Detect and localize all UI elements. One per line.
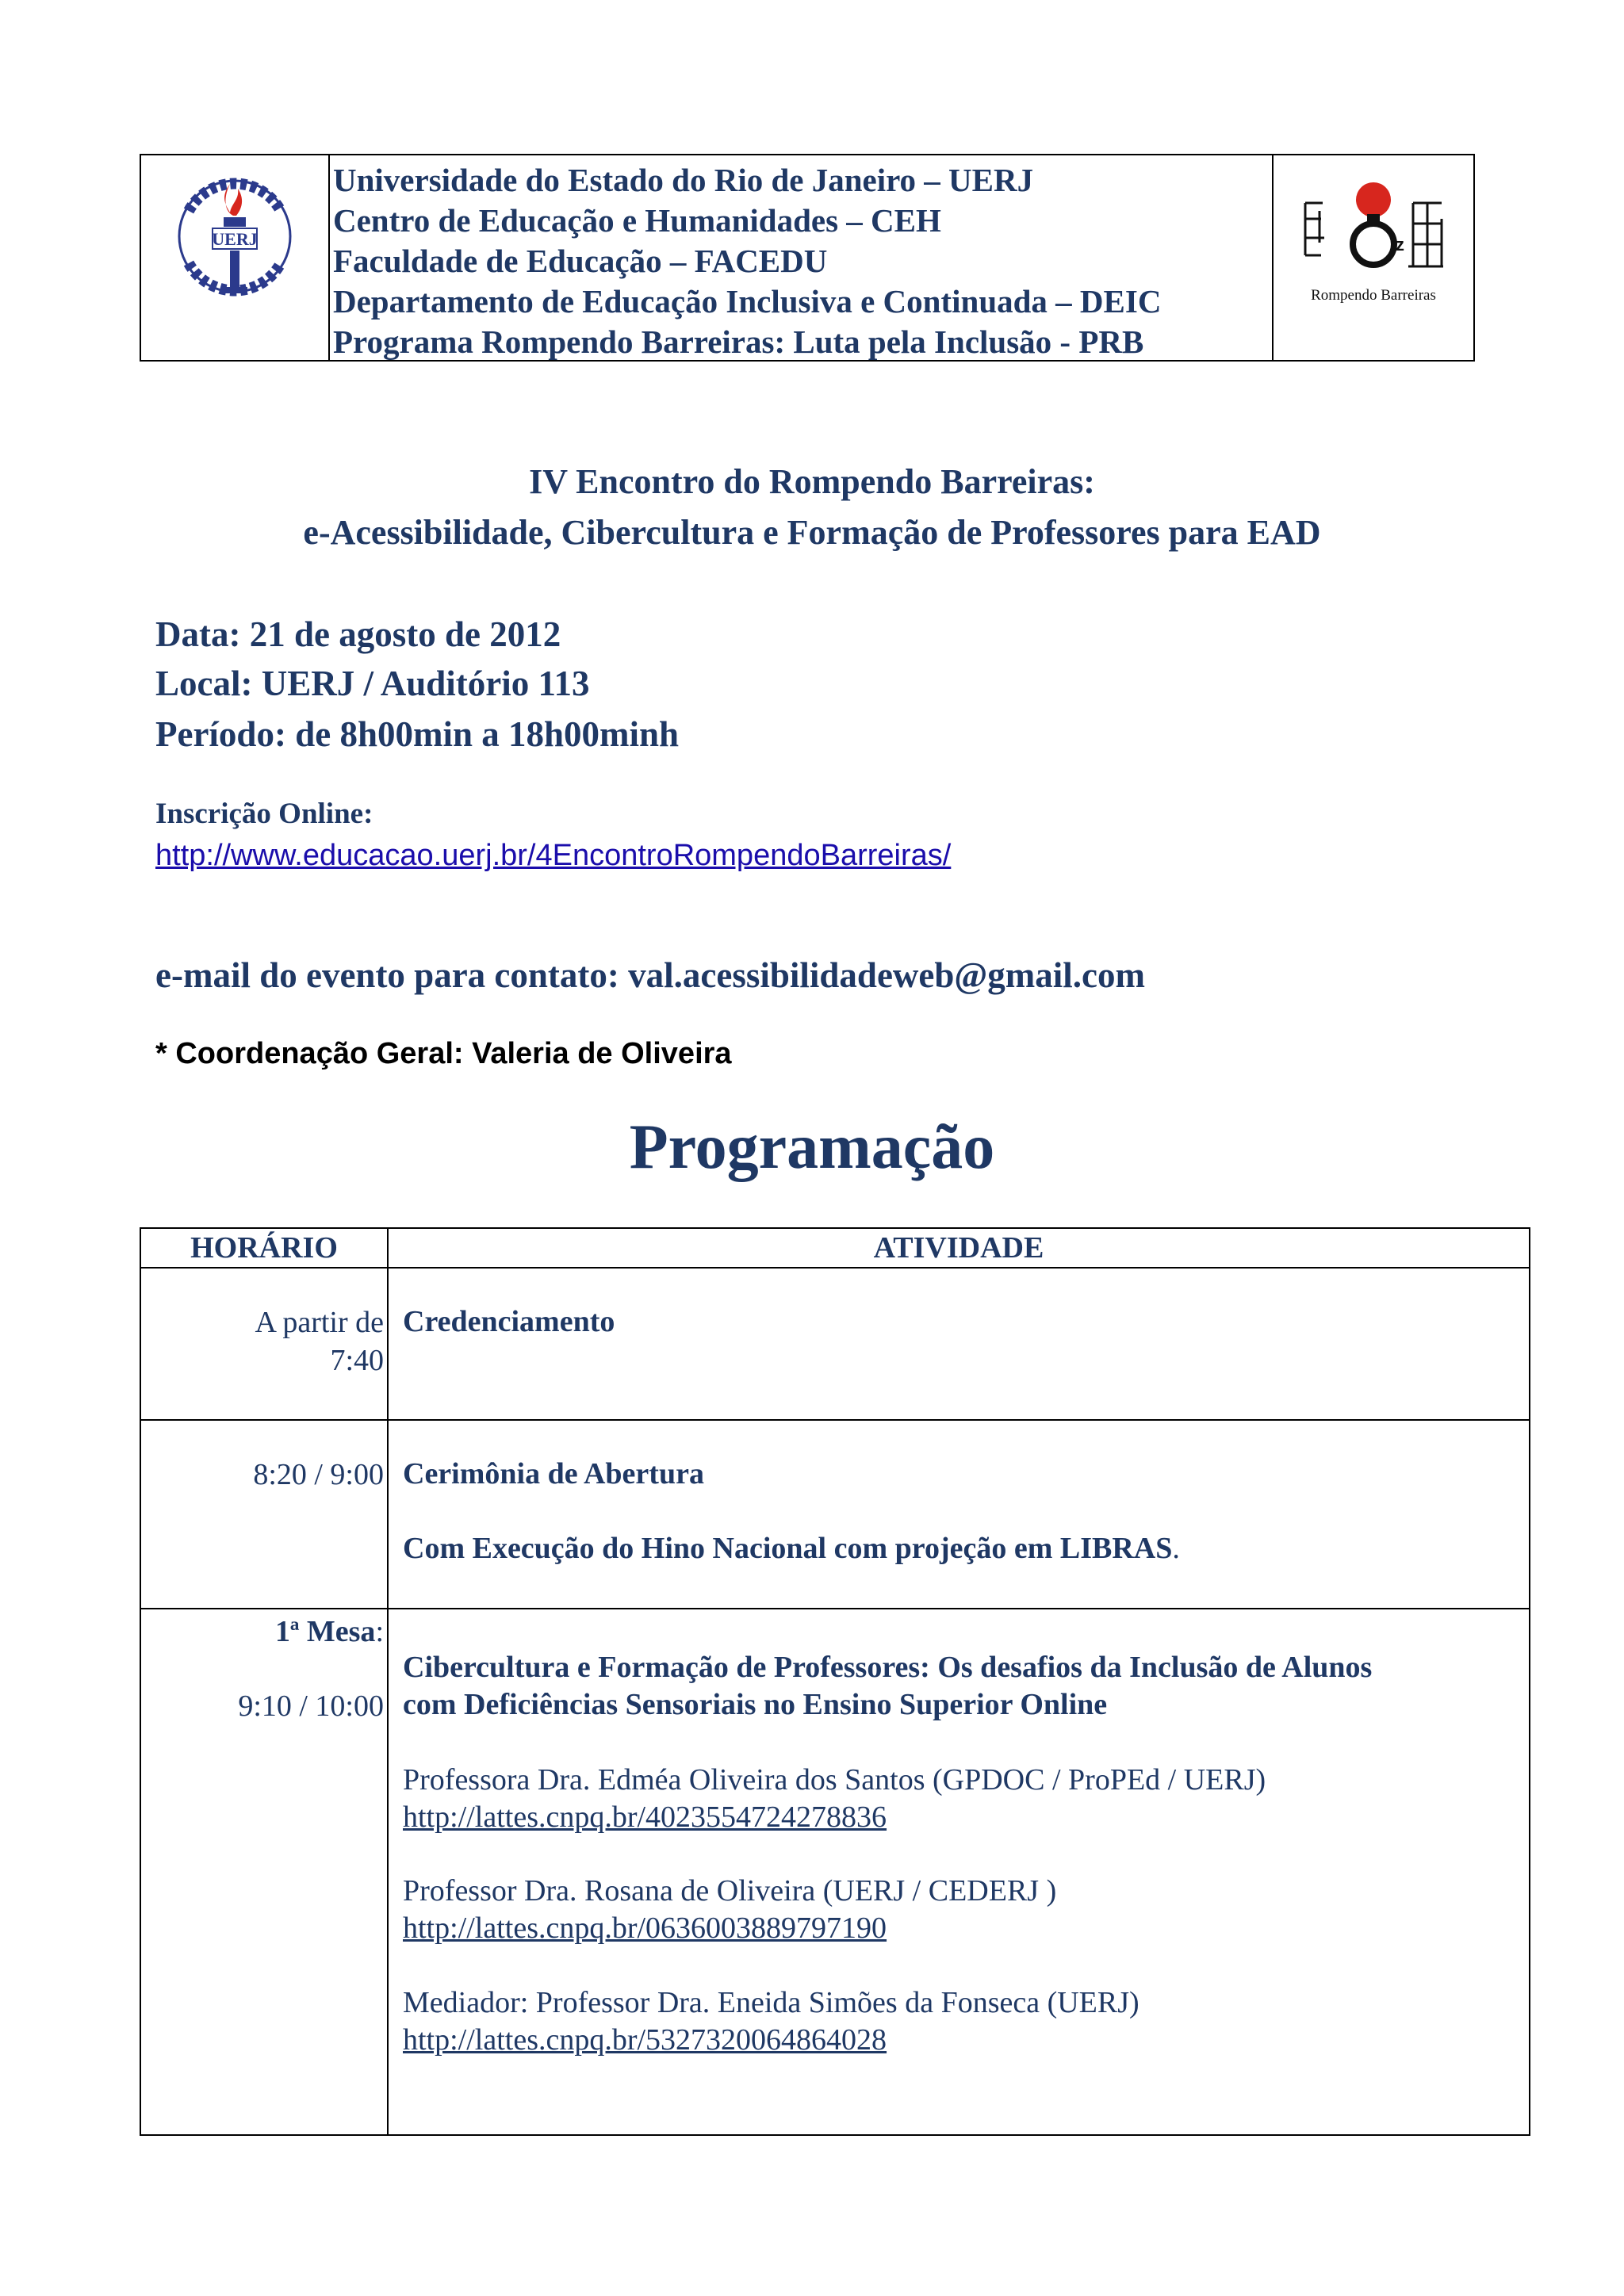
event-coordination: * Coordenação Geral: Valeria de Oliveira (155, 1037, 732, 1070)
row-time: 8:20 / 9:00 (253, 1458, 384, 1491)
detail-text: Com Execução do Hino Nacional com projeção em LIBRAS (403, 1532, 1173, 1565)
row-activity: com Deficiências Sensoriais no Ensino Superior Online (403, 1688, 1108, 1721)
header-line: Departamento de Educação Inclusiva e Continuada – DEIC (333, 283, 1162, 320)
row-activity: Credenciamento (403, 1305, 615, 1338)
rompendo-logo-cell (1274, 155, 1475, 360)
speaker-lattes-link[interactable]: http://lattes.cnpq.br/5327320064864028 (403, 2023, 887, 2057)
row-divider (141, 1419, 1529, 1421)
event-period: Período: de 8h00min a 18h00minh (155, 714, 680, 754)
registration-link[interactable]: http://www.educacao.uerj.br/4EncontroRompendoBarreiras/ (155, 839, 952, 872)
row-session-label (275, 1613, 384, 1651)
svg-text:UERJ: UERJ (212, 229, 258, 249)
row-time: 9:10 / 10:00 (238, 1689, 384, 1723)
program-heading: Programação (629, 1112, 995, 1182)
column-header-time: HORÁRIO (190, 1231, 338, 1265)
event-date: Data: 21 de agosto de 2012 (155, 614, 561, 654)
uerj-logo-cell (141, 155, 330, 360)
speaker-name: Professor Dra. Rosana de Oliveira (UERJ / CEDERJ ) (403, 1874, 1057, 1908)
program-table (140, 1227, 1530, 2136)
event-email: e-mail do evento para contato: val.acessibilidadeweb@gmail.com (155, 955, 1145, 995)
speaker-lattes-link[interactable]: http://lattes.cnpq.br/0636003889797190 (403, 1911, 887, 1945)
event-title-line2: e-Acessibilidade, Cibercultura e Formação de Professores para EAD (303, 513, 1321, 552)
row-activity: Cibercultura e Formação de Professores: Os desafios da Inclusão de Alunos (403, 1651, 1373, 1684)
session-label: 1ª Mesa (275, 1615, 376, 1648)
row-divider (141, 1267, 1529, 1269)
speaker-name: Mediador: Professor Dra. Eneida Simões da Fonseca (UERJ) (403, 1986, 1139, 2019)
detail-suffix: . (1172, 1532, 1180, 1565)
header-line: Programa Rompendo Barreiras: Luta pela Inclusão - PRB (333, 323, 1144, 360)
svg-text:z: z (1396, 235, 1404, 254)
header-line: Centro de Educação e Humanidades – CEH (333, 202, 941, 239)
row-time: 7:40 (330, 1344, 384, 1377)
registration-label: Inscrição Online: (155, 798, 373, 830)
event-location: Local: UERJ / Auditório 113 (155, 664, 590, 703)
rompendo-barreiras-logo (1274, 155, 1473, 360)
event-title-line1: IV Encontro do Rompendo Barreiras: (529, 462, 1095, 501)
speaker-lattes-link[interactable]: http://lattes.cnpq.br/4023554724278836 (403, 1800, 887, 1834)
session-colon: : (375, 1615, 384, 1648)
logo-caption: Rompendo Barreiras (1311, 287, 1436, 304)
header-line: Faculdade de Educação – FACEDU (333, 243, 828, 279)
row-divider (141, 1608, 1529, 1609)
row-time: A partir de (255, 1306, 384, 1339)
row-activity-detail (403, 1530, 1180, 1567)
institution-header (140, 154, 1475, 362)
header-line: Universidade do Estado do Rio de Janeiro – UERJ (333, 162, 1034, 198)
uerj-logo (141, 155, 328, 360)
column-divider (387, 1229, 389, 2134)
speaker-name: Professora Dra. Edméa Oliveira dos Santos (GPDOC / ProPEd / UERJ) (403, 1763, 1266, 1797)
row-activity: Cerimônia de Abertura (403, 1457, 704, 1490)
column-header-activity: ATIVIDADE (873, 1231, 1044, 1265)
institution-lines (330, 155, 1274, 360)
